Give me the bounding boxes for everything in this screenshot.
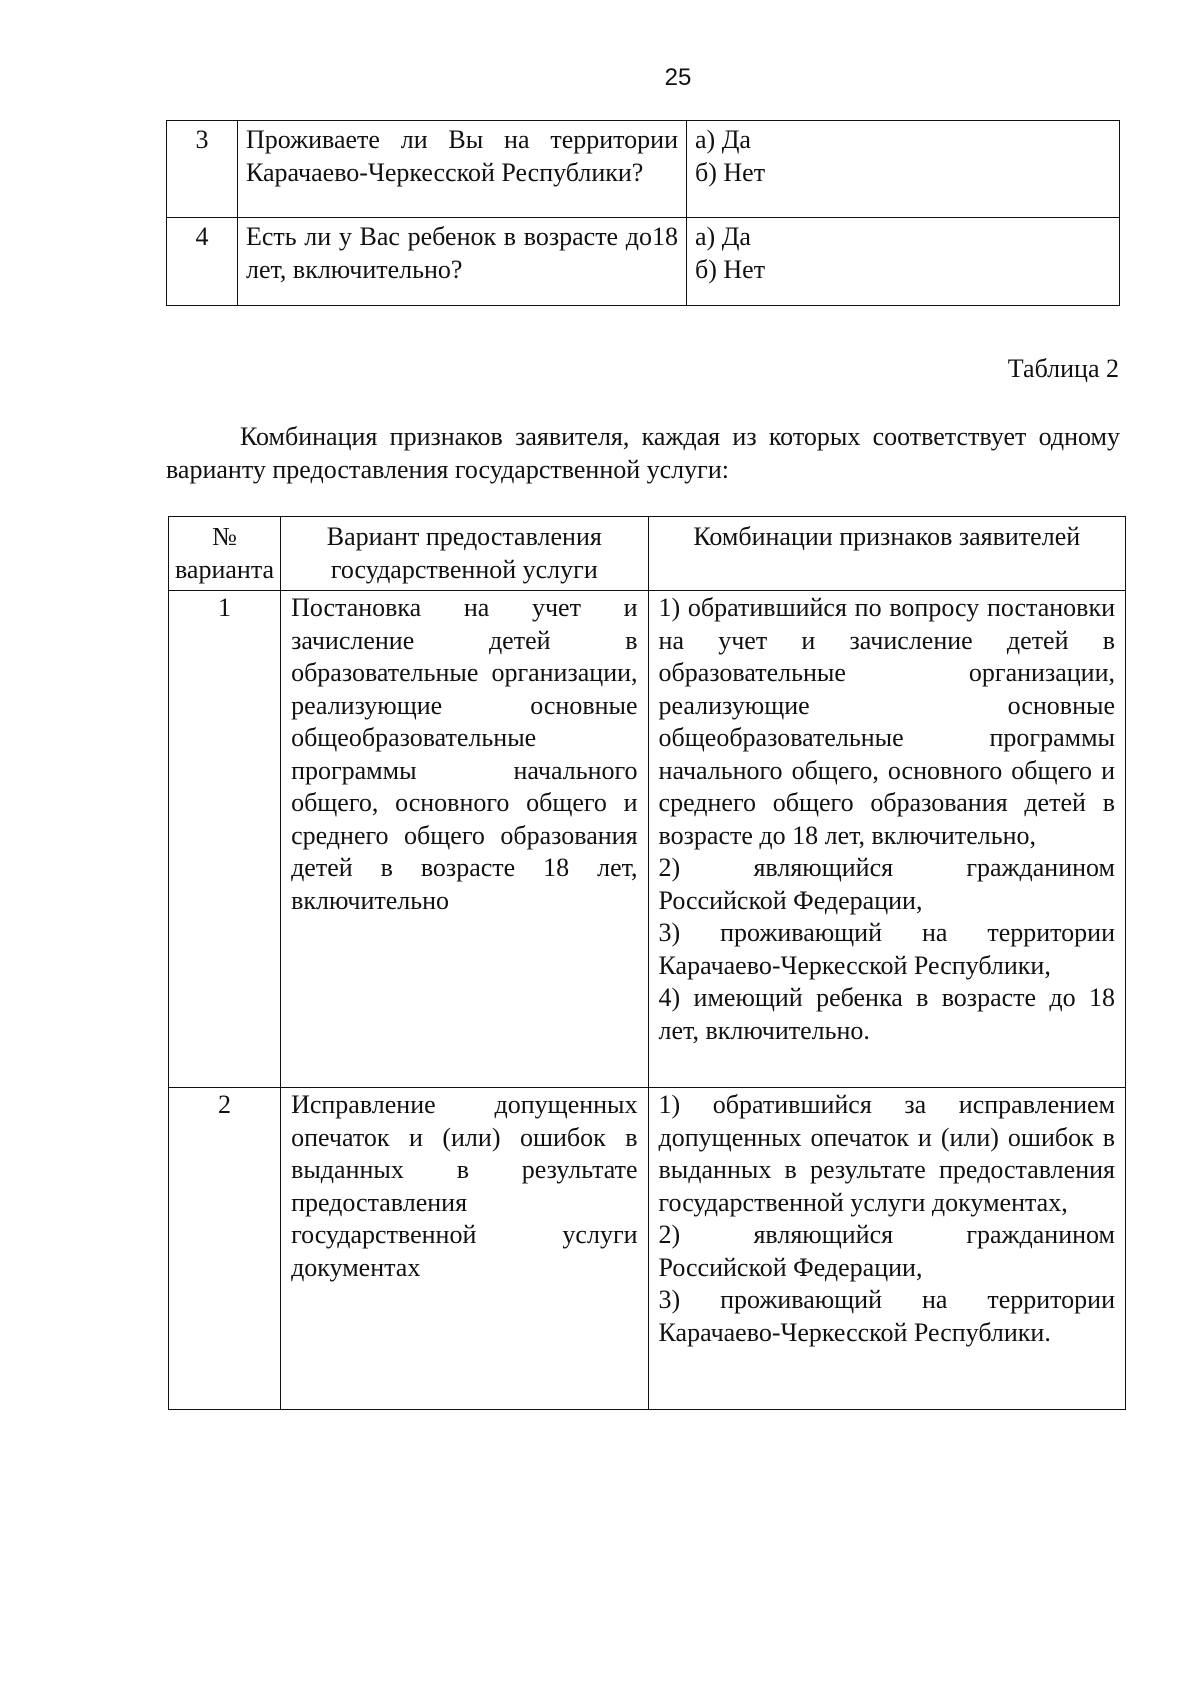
variant-description: Исправление допущенных опечаток и (или) ошибок в выданных в результате предоставления государственной услуги документах xyxy=(281,1088,648,1410)
variant-description: Постановка на учет и зачисление детей в образовательные организации, реализующие основные общеобразовательные программы начального общего, основного общего и среднего общего образования детей в возрасте 18 лет, включительно xyxy=(281,591,648,1088)
answer-no: б) Нет xyxy=(695,158,766,187)
question-number: 4 xyxy=(167,218,238,306)
answer-yes: а) Да xyxy=(695,125,751,154)
question-text: Проживаете ли Вы на территории Карачаево-Черкесской Республики? xyxy=(238,121,687,218)
criteria-list xyxy=(648,1088,1125,1410)
variant-number: 2 xyxy=(169,1088,281,1410)
header-combinations: Комбинации признаков заявителей xyxy=(648,517,1125,591)
answer-yes: а) Да xyxy=(695,222,751,251)
answer-options xyxy=(687,218,1120,306)
criterion-item: 1) обратившийся за исправлением допущенных опечаток и (или) ошибок в выданных в результате предоставления государственной услуги документах, xyxy=(658,1090,1115,1217)
criterion-item: 2) являющийся гражданином Российской Федерации, xyxy=(658,853,1115,915)
variant-number: 1 xyxy=(169,591,281,1088)
table-label: Таблица 2 xyxy=(1007,354,1119,383)
criterion-item: 2) являющийся гражданином Российской Федерации, xyxy=(658,1220,1115,1282)
table-header-row xyxy=(169,517,1126,591)
table-row xyxy=(167,218,1120,306)
question-number: 3 xyxy=(167,121,238,218)
answer-options xyxy=(687,121,1120,218)
table-row xyxy=(169,1088,1126,1410)
header-variant: Вариант предоставления государственной услуги xyxy=(281,517,648,591)
criterion-item: 3) проживающий на территории Карачаево-Черкесской Республики, xyxy=(658,918,1115,980)
table-row xyxy=(167,121,1120,218)
table-row xyxy=(169,591,1126,1088)
header-variant-number: № варианта xyxy=(169,517,281,591)
criterion-item: 3) проживающий на территории Карачаево-Черкесской Республики. xyxy=(658,1285,1115,1347)
question-text: Есть ли у Вас ребенок в возрасте до18 лет, включительно? xyxy=(238,218,687,306)
intro-paragraph: Комбинация признаков заявителя, каждая из которых соответствует одному варианту предоставления государственной услуги: xyxy=(166,422,1120,484)
criterion-item: 4) имеющий ребенка в возрасте до 18 лет, включительно. xyxy=(658,983,1115,1045)
criteria-list xyxy=(648,591,1125,1088)
answer-no: б) Нет xyxy=(695,255,766,284)
page-number: 25 xyxy=(664,64,692,91)
criterion-item: 1) обратившийся по вопросу постановки на учет и зачисление детей в образовательные организации, реализующие основные общеобразовательные программы начального общего, основного общего и среднего общего образования детей в возрасте до 18 лет, включительно, xyxy=(658,593,1115,850)
variants-table xyxy=(168,516,1126,1410)
questions-table xyxy=(166,120,1120,306)
